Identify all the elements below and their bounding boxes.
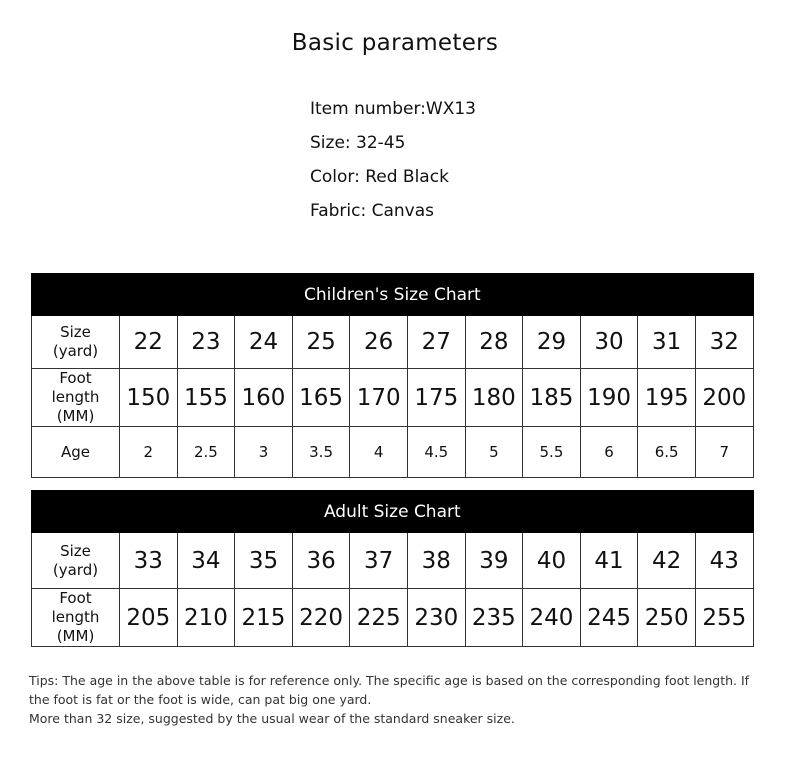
foot-length-cell: 230 (407, 589, 465, 647)
adult-chart-title: Adult Size Chart (32, 491, 754, 533)
size-cell: 29 (523, 316, 581, 369)
foot-length-cell: 165 (292, 369, 350, 427)
size-cell: 40 (523, 533, 581, 589)
foot-label-line2: length (MM) (51, 388, 100, 425)
adult-foot-length-row (32, 589, 754, 647)
foot-length-cell: 175 (407, 369, 465, 427)
children-age-row (32, 427, 754, 478)
age-cell: 3 (235, 427, 293, 478)
size-cell: 37 (350, 533, 408, 589)
size-cell: 31 (638, 316, 696, 369)
foot-length-cell: 190 (580, 369, 638, 427)
age-cell: 2 (120, 427, 178, 478)
color-options: Color: Red Black (310, 167, 449, 187)
foot-length-cell: 220 (292, 589, 350, 647)
foot-label-line2: length (MM) (51, 608, 100, 645)
size-cell: 43 (695, 533, 753, 589)
age-cell: 2.5 (177, 427, 235, 478)
page-title: Basic parameters (291, 30, 499, 56)
size-cell: 27 (407, 316, 465, 369)
tips-note (29, 671, 769, 728)
item-number: Item number:WX13 (310, 99, 476, 119)
size-cell: 26 (350, 316, 408, 369)
foot-length-cell: 245 (580, 589, 638, 647)
foot-length-cell: 180 (465, 369, 523, 427)
size-row-label (32, 316, 120, 369)
age-row-label: Age (32, 427, 120, 478)
size-cell: 28 (465, 316, 523, 369)
size-cell: 32 (695, 316, 753, 369)
size-range: Size: 32-45 (310, 133, 406, 153)
age-cell: 6 (580, 427, 638, 478)
foot-length-cell: 200 (695, 369, 753, 427)
age-cell: 7 (695, 427, 753, 478)
size-cell: 35 (235, 533, 293, 589)
size-cell: 33 (120, 533, 178, 589)
size-cell: 34 (177, 533, 235, 589)
foot-length-cell: 185 (523, 369, 581, 427)
foot-label-line1: Foot (59, 369, 92, 387)
foot-length-cell: 225 (350, 589, 408, 647)
foot-length-cell: 150 (120, 369, 178, 427)
foot-row-label (32, 589, 120, 647)
children-size-chart (31, 273, 754, 478)
age-cell: 5.5 (523, 427, 581, 478)
parameters-list (310, 92, 476, 228)
fabric: Fabric: Canvas (310, 201, 435, 221)
size-cell: 36 (292, 533, 350, 589)
children-chart-title: Children's Size Chart (32, 274, 754, 316)
age-cell: 5 (465, 427, 523, 478)
foot-length-cell: 235 (465, 589, 523, 647)
foot-length-cell: 255 (695, 589, 753, 647)
tips-line-1: Tips: The age in the above table is for reference only. The specific age is based on the corresponding foot length. If the foot is fat or the foot is wide, can pat big one yard. (29, 673, 750, 707)
size-row-label (32, 533, 120, 589)
adult-size-row (32, 533, 754, 589)
children-size-row (32, 316, 754, 369)
size-cell: 38 (407, 533, 465, 589)
size-cell: 39 (465, 533, 523, 589)
foot-length-cell: 250 (638, 589, 696, 647)
children-foot-length-row (32, 369, 754, 427)
adult-size-chart (31, 490, 754, 647)
size-cell: 22 (120, 316, 178, 369)
size-cell: 23 (177, 316, 235, 369)
size-cell: 42 (638, 533, 696, 589)
size-label-line1: Size (60, 323, 91, 341)
size-cell: 24 (235, 316, 293, 369)
age-cell: 6.5 (638, 427, 696, 478)
foot-length-cell: 215 (235, 589, 293, 647)
size-label-line1: Size (60, 541, 91, 560)
foot-length-cell: 240 (523, 589, 581, 647)
tips-line-2: More than 32 size, suggested by the usual wear of the standard sneaker size. (29, 711, 515, 726)
foot-length-cell: 195 (638, 369, 696, 427)
size-cell: 30 (580, 316, 638, 369)
size-label-line2: (yard) (52, 560, 99, 579)
size-cell: 25 (292, 316, 350, 369)
foot-label-line1: Foot (59, 589, 92, 607)
foot-length-cell: 170 (350, 369, 408, 427)
foot-length-cell: 205 (120, 589, 178, 647)
size-label-line2: (yard) (52, 342, 99, 360)
age-cell: 4.5 (407, 427, 465, 478)
age-cell: 4 (350, 427, 408, 478)
foot-length-cell: 210 (177, 589, 235, 647)
age-cell: 3.5 (292, 427, 350, 478)
foot-length-cell: 160 (235, 369, 293, 427)
foot-row-label (32, 369, 120, 427)
foot-length-cell: 155 (177, 369, 235, 427)
size-cell: 41 (580, 533, 638, 589)
